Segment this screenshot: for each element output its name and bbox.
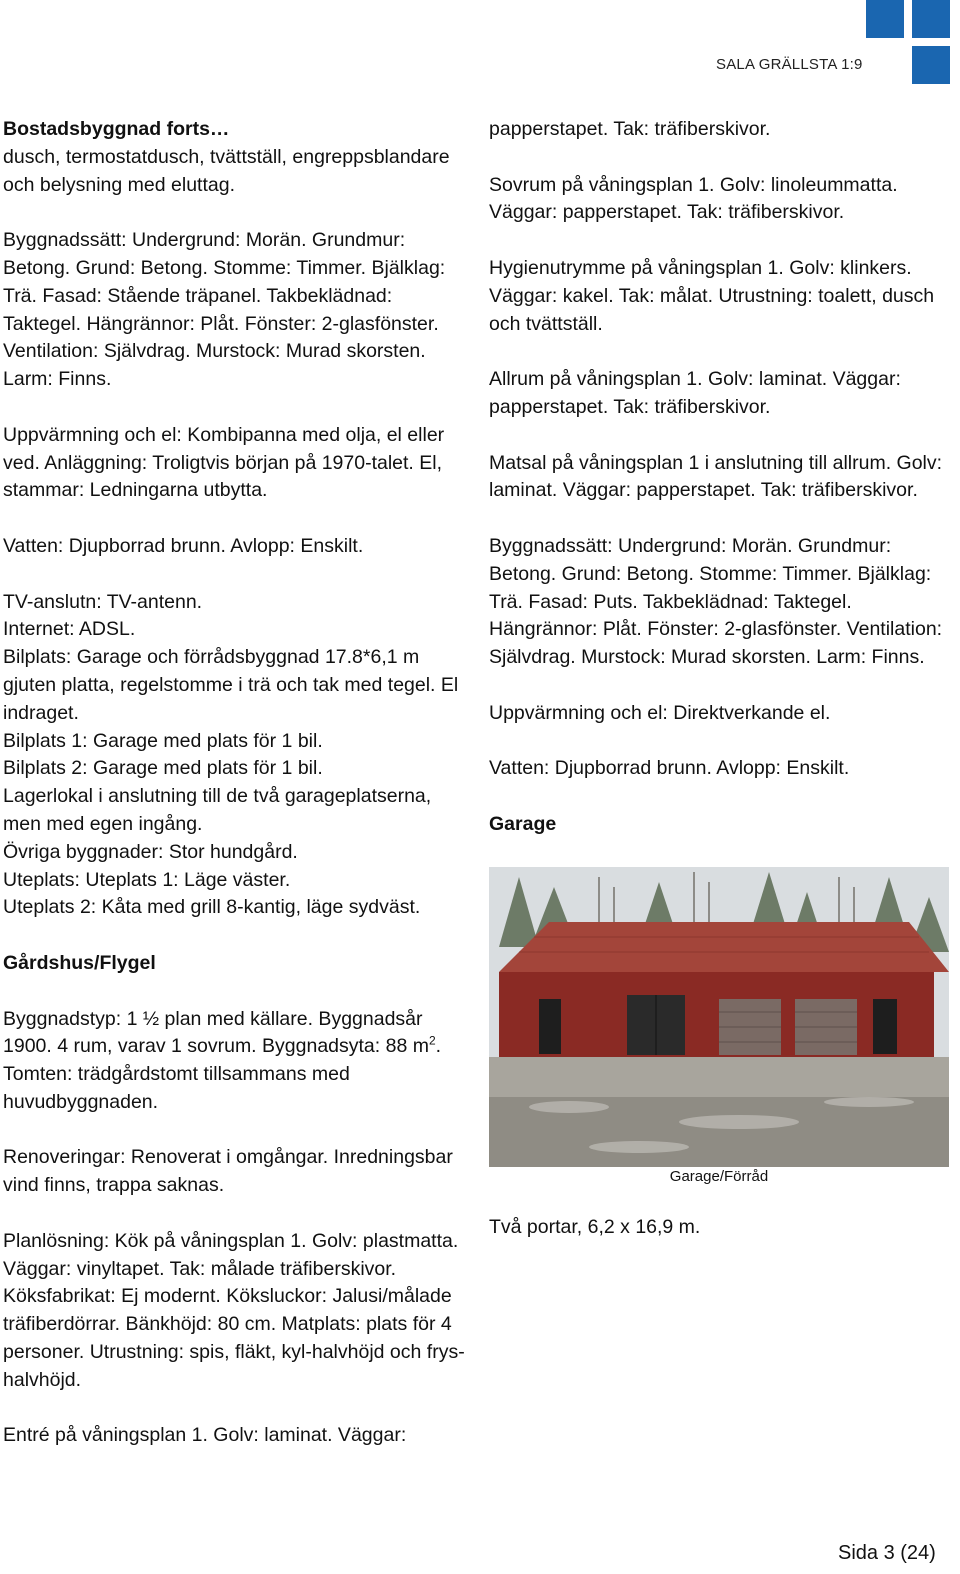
allrum-text: Allrum på våningsplan 1. Golv: laminat. Väggar: papperstapet. Tak: träfiberskivor.	[489, 368, 901, 418]
hygiene-text: Hygienutrymme på våningsplan 1. Golv: klinkers. Väggar: kakel. Tak: målat. Utrustning: toalett, dusch och tvättställ.	[489, 256, 935, 335]
entry-continued-text: papperstapet. Tak: träfiberskivor.	[489, 118, 771, 140]
continued-heading: Bostadsbyggnad forts…	[3, 118, 230, 140]
page-number: Sida 3 (24)	[838, 1542, 936, 1564]
photo-caption: Garage/Förråd	[669, 1167, 769, 1185]
water-text-right: Vatten: Djupborrad brunn. Avlopp: Enskilt.	[489, 757, 850, 780]
heating-text: Uppvärmning och el: Kombipanna med olja, el eller ved. Anläggning: Troligtvis början på 1970-talet. El, stammar: Ledningarna utbytta.	[3, 423, 445, 502]
logo-block-top-left	[866, 0, 904, 38]
water-text: Vatten: Djupborrad brunn. Avlopp: Enskilt.	[3, 534, 364, 557]
logo-block-top-right	[912, 0, 950, 38]
left-column	[3, 116, 469, 1478]
guest-house-text: Byggnadstyp: 1 ½ plan med källare. Byggnadsår 1900. 4 rum, varav 1 sovrum. Byggnadsyta: 88 $m^2$. Tomten: trädgårdstomt tillsammans med huvudbyggnaden.	[3, 1007, 442, 1113]
entry-text: Entré på våningsplan 1. Golv: laminat. Väggar:	[3, 1424, 407, 1447]
patio-1-line: Uteplats: Uteplats 1: Läge väster.	[3, 868, 291, 891]
garage-heading: Garage	[489, 812, 557, 835]
construction-text: Byggnadssätt: Undergrund: Morän. Grundmur: Betong. Grund: Betong. Stomme: Timmer. Bjälklag: Trä. Fasad: Stående träpanel. Takbeklädnad: Taktegel. Hängrännor: Plåt. Fönster: 2-glasfönster. Ventilation: Självdrag. Murstock: Murad skorsten. Larm: Finns.	[3, 229, 446, 391]
patio-2-line: Uteplats 2: Kåta med grill 8-kantig, läge sydväst.	[3, 896, 421, 919]
parking-1-line: Bilplats 1: Garage med plats för 1 bil.	[3, 729, 323, 752]
garage-photo	[489, 867, 949, 1167]
right-column	[489, 116, 949, 1270]
parking-line: Bilplats: Garage och förrådsbyggnad 17.8*6,1 m gjuten platta, regelstomme i trä och tak med tegel. El indraget.	[3, 646, 459, 724]
dining-text: Matsal på våningsplan 1 i anslutning till allrum. Golv: laminat. Väggar: papperstapet. Tak: träfiberskivor.	[489, 451, 943, 502]
guest-house-heading: Gårdshus/Flygel	[3, 951, 156, 974]
internet-line: Internet: ADSL.	[3, 618, 136, 641]
property-title: SALA GRÄLLSTA 1:9	[716, 56, 863, 73]
continued-text: dusch, termostatdusch, tvättställ, engreppsblandare och belysning med eluttag.	[3, 145, 450, 196]
garage-text: Två portar, 6,2 x 16,9 m.	[489, 1216, 701, 1239]
bedroom-text: Sovrum på våningsplan 1. Golv: linoleummatta. Väggar: papperstapet. Tak: träfiberskivor.	[489, 173, 898, 224]
tv-line: TV-anslutn: TV-antenn.	[3, 590, 203, 613]
parking-2-line: Bilplats 2: Garage med plats för 1 bil.	[3, 757, 323, 780]
construction-text-right: Byggnadssätt: Undergrund: Morän. Grundmur: Betong. Grund: Betong. Stomme: Timmer. Bjälklag: Trä. Fasad: Puts. Takbeklädnad: Taktegel. Hängrännor: Plåt. Fönster: 2-glasfönster. Ventilation: Självdrag. Murstock: Murad skorsten. Larm: Finns.	[489, 534, 943, 669]
logo-block-bottom-right	[912, 46, 950, 84]
storage-line: Lagerlokal i anslutning till de två garageplatserna, men med egen ingång.	[3, 785, 432, 835]
other-buildings-line: Övriga byggnader: Stor hundgård.	[3, 840, 298, 863]
plan-text: Planlösning: Kök på våningsplan 1. Golv: plastmatta. Väggar: vinyltapet. Tak: målade träfiberskivor. Köksfabrikat: Ej modernt. Köksluckor: Jalusi/målade träfiberdörrar. Bänkhöjd: 80 cm. Matplats: plats för 4 personer. Utrustning: spis, fläkt, kyl-halvhöjd och frys-halvhöjd.	[3, 1229, 465, 1391]
renovation-text: Renoveringar: Renoverat i omgångar. Inredningsbar vind finns, trappa saknas.	[3, 1146, 453, 1197]
heating-text-right: Uppvärmning och el: Direktverkande el.	[489, 701, 831, 724]
